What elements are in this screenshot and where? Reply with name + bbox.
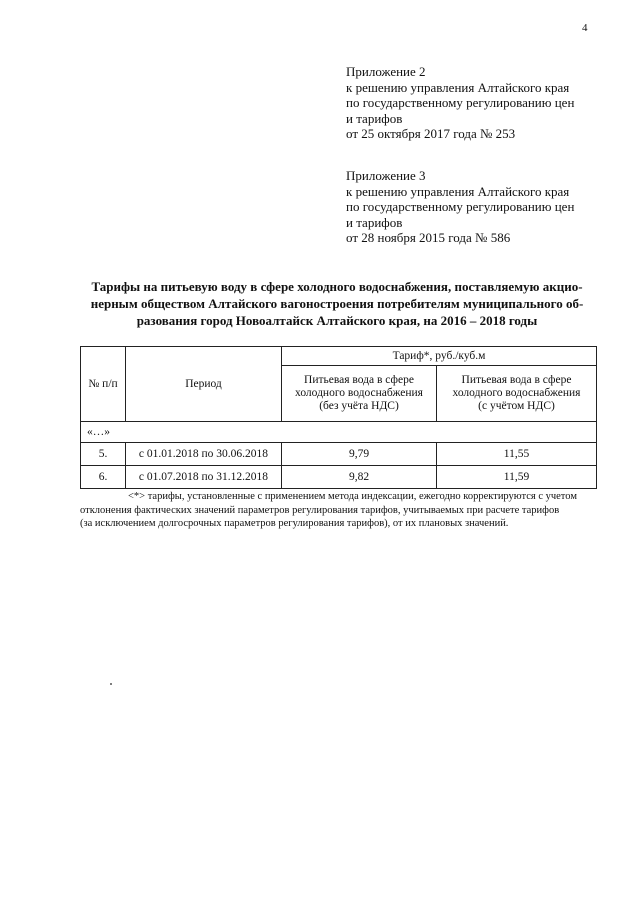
appendix-2-line: от 25 октября 2017 года № 253	[346, 126, 516, 141]
appendix-2-line: к решению управления Алтайского края	[346, 79, 570, 95]
cell-with-vat: 11,55	[437, 443, 597, 466]
appendix-3-header	[346, 168, 574, 246]
cell-with-vat: 11,59	[437, 466, 597, 489]
table-header-row	[81, 347, 597, 366]
table-row	[81, 466, 597, 489]
table-row-ellipsis	[81, 422, 597, 443]
header-with-vat	[437, 366, 597, 422]
ellipsis-cell: «…»	[81, 422, 597, 443]
appendix-3-line: к решению управления Алтайского края	[346, 183, 570, 199]
appendix-2-line: и тарифов	[346, 110, 403, 126]
appendix-3-line: и тарифов	[346, 214, 403, 230]
cell-num: 5.	[81, 443, 126, 466]
appendix-3-line: по государственному регулированию цен	[346, 199, 575, 214]
header-without-vat	[282, 366, 437, 422]
title-line: разования город Новоалтайск Алтайского края, на 2016 – 2018 годы	[136, 313, 538, 328]
header-num: № п/п	[81, 347, 126, 422]
appendix-2-line: Приложение 2	[346, 64, 426, 79]
header-with-vat-line: (с учётом НДС)	[478, 400, 555, 412]
cell-without-vat: 9,82	[282, 466, 437, 489]
cell-period: с 01.01.2018 по 30.06.2018	[126, 443, 282, 466]
header-without-vat-line: (без учёта НДС)	[319, 400, 399, 412]
appendix-3-line: от 28 ноября 2015 года № 586	[346, 230, 511, 245]
footnote	[80, 490, 597, 531]
page-number: 4	[582, 22, 588, 34]
header-tariff: Тариф*, руб./куб.м	[282, 347, 597, 366]
footnote-line: отклонения фактических значений параметров регулирования тарифов, учитываемых при расчете тарифов	[80, 504, 560, 516]
title-line: Тарифы на питьевую воду в сфере холодного водоснабжения, поставляемую акцио-	[91, 279, 583, 294]
cell-num: 6.	[81, 466, 126, 489]
appendix-2-line: по государственному регулированию цен	[346, 95, 575, 110]
cell-period: с 01.07.2018 по 31.12.2018	[126, 466, 282, 489]
tariff-table	[80, 346, 597, 489]
cell-without-vat: 9,79	[282, 443, 437, 466]
appendix-3-line: Приложение 3	[346, 168, 426, 183]
table-row	[81, 443, 597, 466]
appendix-2-header	[346, 64, 574, 142]
scan-speck	[110, 683, 112, 685]
title-line: нерным обществом Алтайского вагоностроения потребителям муниципального об-	[90, 296, 584, 311]
document-title	[76, 278, 598, 329]
header-without-vat-line: холодного водоснабжения	[295, 387, 423, 399]
header-with-vat-line: холодного водоснабжения	[452, 387, 581, 399]
header-with-vat-line: Питьевая вода в сфере	[461, 374, 572, 386]
footnote-line: (за исключением долгосрочных параметров регулирования тарифов), от их плановых значений.	[80, 518, 509, 529]
header-period: Период	[126, 347, 282, 422]
footnote-line: <*> тарифы, установленные с применением метода индексации, ежегодно корректируются с учетом	[128, 491, 577, 502]
header-without-vat-line: Питьевая вода в сфере	[304, 374, 414, 386]
